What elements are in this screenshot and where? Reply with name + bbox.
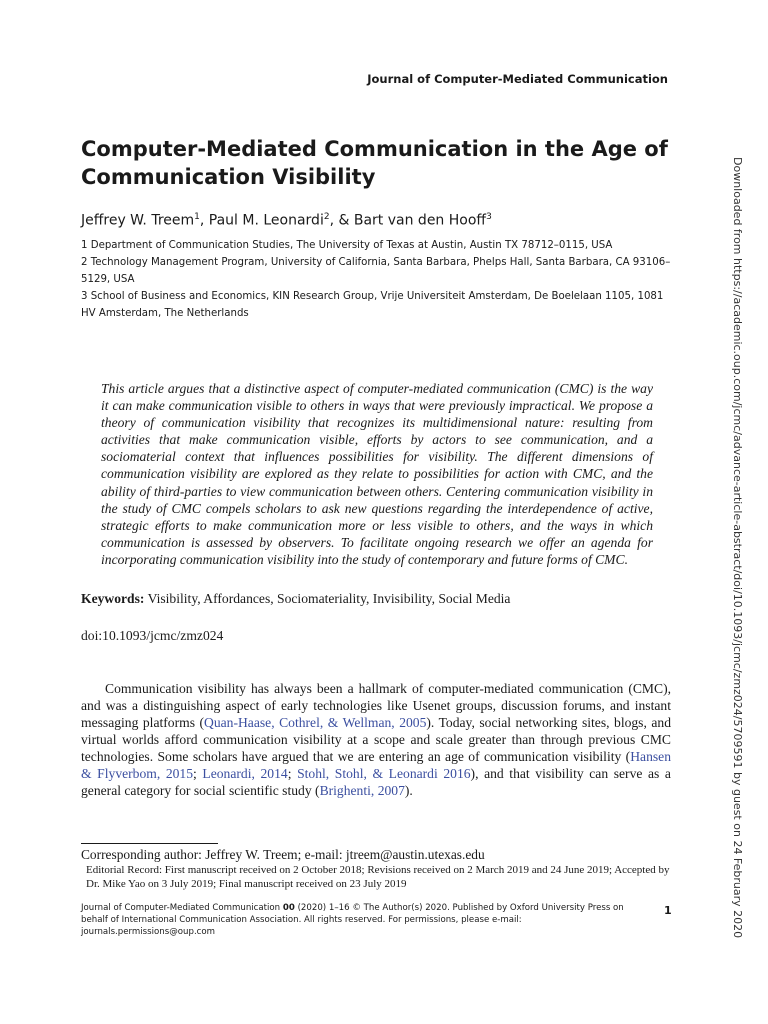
page-number: 1: [664, 904, 672, 917]
affiliation-item: 2 Technology Management Program, University of California, Santa Barbara, Phelps Hall, Santa Barbara, CA 93106–5129, USA: [81, 257, 671, 285]
citation-link[interactable]: Hansen & Flyverbom, 2015: [81, 749, 671, 781]
footer-text: Journal of Computer-Mediated Communication: [81, 903, 283, 913]
body-text-segment: ), and that visibility can serve as a general category for social scientific study (: [81, 766, 671, 798]
affiliation-marker: 3: [486, 212, 492, 222]
keywords-label: Keywords:: [81, 591, 145, 606]
body-text-segment: ;: [287, 766, 298, 781]
author-name: Bart van den Hooff: [353, 212, 487, 229]
citation-link[interactable]: Brighenti, 2007: [319, 783, 405, 798]
article-title: Computer-Mediated Communication in the Age of Communication Visibility: [81, 137, 668, 189]
body-text-segment: ).: [404, 783, 413, 798]
body-text-segment: Communication visibility has always been a hallmark of computer-mediated communication (CMC), and was a distinguishing aspect of early technologies like Usenet groups, discussion forums, and instant messaging platforms (: [81, 681, 671, 730]
keywords: [81, 591, 510, 607]
affiliations: [81, 237, 681, 322]
affiliation-marker: 1: [194, 212, 200, 222]
author-list: [81, 212, 492, 229]
author-separator: ,: [199, 212, 209, 229]
footer-text: (2020) 1–16 © The Author(s) 2020. Published by Oxford University Press on behalf of International Communication Association. All rights reserved. For permissions, please e-mail: journals.permissions@oup.com: [81, 903, 624, 937]
footer-volume: 00: [282, 903, 295, 913]
journal-header: Journal of Computer-Mediated Communication: [367, 72, 668, 86]
download-stamp: Downloaded from https://academic.oup.com/jcmc/advance-article-abstract/doi/10.1093/jcmc/zmz024/5709591 by guest on 24 February 2020: [731, 157, 744, 939]
body-paragraph: [81, 680, 671, 799]
body-text-segment: ). Today, social networking sites, blogs, and virtual worlds afford communication visibility at a scope and scale greater than through previous CMC technologies. Some scholars have argued that we are entering an age of communication visibility (: [81, 715, 671, 764]
author-name: Paul M. Leonardi: [208, 212, 324, 229]
citation-link[interactable]: Stohl, Stohl, & Leonardi 2016: [297, 766, 471, 781]
affiliation-marker: 2: [323, 212, 330, 222]
author-separator: , &: [329, 212, 354, 229]
citation-link[interactable]: Leonardi, 2014: [202, 766, 288, 781]
author-name: Jeffrey W. Treem: [81, 212, 195, 229]
abstract: This article argues that a distinctive aspect of computer-mediated communication (CMC) is the way it can make communication visible to others in ways that were previously impractical. We propose a theory of communication visibility that recognizes its multidimensional nature: resulting from activities that make communication visible, efforts by actors to see communication, and a sociomaterial context that influences possibilities for visibility. The different dimensions of communication visibility are explored as they relate to possibilities for action with CMC, and the ability of third-parties to view communication between others. Centering communication visibility in the study of CMC compels scholars to ask new questions regarding the interdependence of active, strategic efforts to make communication more or less visible to others, and the ways in which communication is assessed by observers. To facilitate ongoing research we offer an agenda for incorporating communication visibility into the study of contemporary and future forms of CMC.: [101, 381, 653, 567]
doi: doi:10.1093/jcmc/zmz024: [81, 628, 224, 643]
keywords-list: Visibility, Affordances, Sociomateriality, Invisibility, Social Media: [144, 591, 511, 606]
affiliation-item: 1 Department of Communication Studies, The University of Texas at Austin, Austin TX 78712–0115, USA: [81, 240, 613, 251]
affiliation-item: 3 School of Business and Economics, KIN Research Group, Vrije Universiteit Amsterdam, De Boelelaan 1105, 1081 HV Amsterdam, The Netherlands: [81, 291, 664, 319]
footnote-divider: [81, 843, 218, 844]
editorial-record: Editorial Record: First manuscript received on 2 October 2018; Revisions received on 2 March 2019 and 24 June 2019; Accepted by Dr. Mike Yao on 3 July 2019; Final manuscript received on 23 July 2019: [86, 864, 670, 890]
page-footer: [81, 902, 641, 938]
citation-link[interactable]: Quan-Haase, Cothrel, & Wellman, 2005: [204, 715, 427, 730]
body-text-segment: ;: [193, 766, 203, 781]
corresponding-author: Corresponding author: Jeffrey W. Treem; e-mail: jtreem@austin.utexas.edu: [81, 847, 485, 862]
